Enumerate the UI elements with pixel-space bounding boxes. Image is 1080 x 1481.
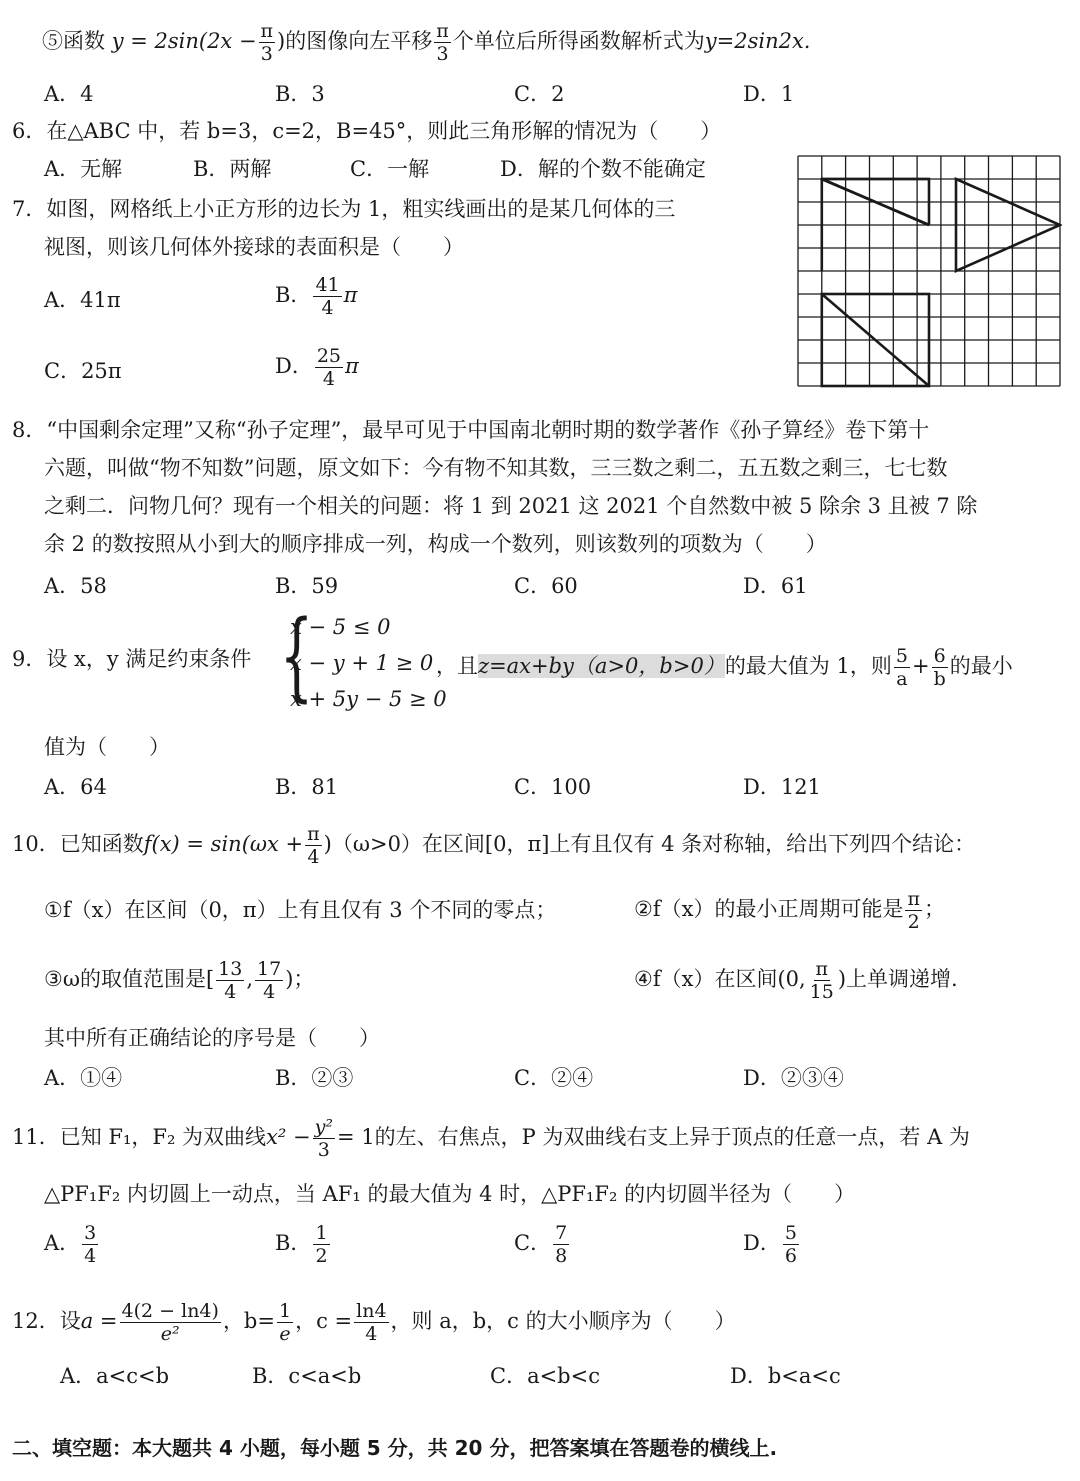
q7-stem-line2: 视图，则该几何体外接球的表面积是（ ） (44, 235, 464, 259)
q11-option-b-fraction (313, 1222, 329, 1267)
q6-option-b: B．两解 (193, 157, 272, 181)
q11-option-c-num: 7 (555, 1222, 568, 1244)
q10-c3-den2: 4 (263, 981, 276, 1003)
q5-text2: 的图像向左平移 (285, 29, 433, 53)
q10-c3-num2: 17 (257, 958, 282, 980)
three-view-figure (796, 154, 1062, 388)
q5-option-b: B．3 (275, 82, 325, 106)
q11-option-b-den: 2 (315, 1245, 328, 1267)
q10-frac-num: π (307, 823, 320, 845)
q10-c4-fraction (808, 958, 836, 1003)
q10-c2-lead: ②f（x）的最小正周期可能是 (634, 897, 904, 921)
q10-option-c: C．②④ (514, 1066, 594, 1090)
q12-a-fraction (120, 1300, 221, 1345)
q7-option-a: A．41π (44, 288, 121, 312)
q7-option-b-fraction (313, 274, 341, 319)
q12-c-den: 4 (365, 1323, 378, 1345)
q8-line4: 余 2 的数按照从小到大的顺序排成一列，构成一个数列，则该数列的项数为（ ） (44, 532, 827, 556)
q11-eq-num: y² (314, 1116, 333, 1138)
q9-tail (436, 645, 1013, 690)
q5-option-d: D．1 (743, 82, 795, 106)
q10-c3-fraction1 (216, 958, 244, 1003)
q9-brace: { (279, 600, 314, 712)
q9-option-c: C．100 (514, 775, 592, 799)
q11-option-d-fraction (783, 1222, 799, 1267)
q10-c4-num: π (815, 958, 829, 980)
q10-c3-den1: 4 (224, 981, 237, 1003)
q5-fraction1 (259, 20, 276, 65)
q10-c3-fraction2 (255, 958, 283, 1003)
q12-option-d: D．b<a<c (730, 1364, 841, 1388)
q9-frac1-den: a (896, 668, 908, 690)
q12-tail: ，则 a，b，c 的大小顺序为（ ） (390, 1309, 736, 1333)
q12-option-c: C．a<b<c (490, 1364, 600, 1388)
q11-option-c-label: C． (514, 1231, 552, 1255)
q7-option-d-den: 4 (322, 368, 335, 390)
q6-option-a: A．无解 (44, 157, 123, 181)
q11-option-d-num: 5 (784, 1222, 797, 1244)
q12-a-den: e² (160, 1323, 180, 1345)
q8-line1: 8．“中国剩余定理”又称“孙子定理”，最早可见于中国南北朝时期的数学著作《孙子算经》卷下第十 (12, 418, 930, 442)
q11-eq-fraction (313, 1116, 335, 1161)
q11-option-d-den: 6 (784, 1245, 797, 1267)
q10-option-b: B．②③ (275, 1066, 354, 1090)
q12-option-b: B．c<a<b (252, 1364, 362, 1388)
q10-c2-fraction (905, 888, 922, 933)
q12-a-num: 4(2 − ln4) (121, 1300, 219, 1322)
q9-plus: + (911, 654, 930, 678)
q5-frac1-den: 3 (260, 43, 273, 65)
q5-option-c: C．2 (514, 82, 565, 106)
q8-option-c: C．60 (514, 574, 578, 598)
q11-stem (12, 1116, 970, 1161)
q10-c3-comma: , (246, 967, 254, 991)
q10-c4-den: 15 (809, 981, 834, 1003)
q10-c4-lead: ④f（x）在区间(0, (634, 967, 806, 991)
q10-conclusion-1: ①f（x）在区间（0，π）上有且仅有 3 个不同的零点； (44, 898, 557, 922)
q12-b-fraction (277, 1300, 293, 1345)
q11-option-c (514, 1222, 571, 1267)
q5-expr2: ) (277, 29, 286, 53)
q12-c-fraction (354, 1300, 388, 1345)
q5-text1: 函数 (63, 29, 105, 53)
q10-conclusion-4 (634, 958, 958, 1003)
q10-fraction (305, 823, 322, 868)
q10-question: 其中所有正确结论的序号是（ ） (44, 1026, 380, 1050)
q5-text3: 个单位后所得函数解析式为 (452, 29, 705, 53)
q7-option-b-label: B． (275, 283, 312, 307)
q7-stem-line1: 7．如图，网格纸上小正方形的边长为 1，粗实线画出的是某几何体的三 (12, 197, 676, 221)
q9-mid1: ，且 (436, 654, 478, 678)
q10-conclusion-3 (44, 958, 314, 1003)
q11-option-a-num: 3 (84, 1222, 97, 1244)
q9-line2: 值为（ ） (44, 735, 170, 759)
q10-frac-den: 4 (307, 846, 320, 868)
q7-option-b (275, 274, 357, 319)
q10-c2-den: 2 (907, 911, 920, 933)
q10-tail: （ω>0）在区间[0，π]上有且仅有 4 条对称轴，给出下列四个结论： (331, 832, 976, 856)
q5-frac2-den: 3 (436, 43, 449, 65)
q5-option-a: A．4 (44, 82, 94, 106)
q11-option-a-fraction (82, 1222, 98, 1267)
q5-frac2-num: π (436, 20, 449, 42)
q11-option-b-label: B． (275, 1231, 312, 1255)
q7-option-b-den: 4 (321, 297, 334, 319)
q12-lead: 12．设 (12, 1309, 81, 1333)
q11-option-d-label: D． (743, 1231, 781, 1255)
q6-option-d: D．解的个数不能确定 (500, 157, 706, 181)
q8-line3: 之剩二．问物几何？现有一个相关的问题：将 1 到 2021 这 2021 个自然数中被 5 除余 3 且被 7 除 (44, 494, 978, 518)
q9-frac2-num: 6 (933, 645, 946, 667)
q11-line2: △PF₁F₂ 内切圆上一动点，当 AF₁ 的最大值为 4 时，△PF₁F₂ 的内切圆半径为（ ） (44, 1182, 856, 1206)
q8-option-a: A．58 (44, 574, 107, 598)
q11-option-d (743, 1222, 801, 1267)
q12-b-den: e (279, 1323, 291, 1345)
q12-option-a: A．a<c<b (60, 1364, 170, 1388)
q10-option-a: A．①④ (44, 1066, 123, 1090)
q7-option-d (275, 345, 359, 390)
q7-option-d-label: D． (275, 354, 313, 378)
q12-c-num: ln4 (356, 1300, 387, 1322)
q5-expr1: y = 2sin(2x − (111, 29, 257, 53)
q7-option-b-pi: π (343, 283, 358, 307)
q8-option-b: B．59 (275, 574, 339, 598)
q11-option-a-den: 4 (84, 1245, 97, 1267)
q10-stem (12, 823, 975, 868)
q10-option-d: D．②③④ (743, 1066, 844, 1090)
q5-fraction2 (434, 20, 451, 65)
q9-mid2: 的最大值为 1，则 (724, 654, 892, 678)
q6-stem: 6．在△ABC 中，若 b=3，c=2，B=45°，则此三角形解的情况为（ ） (12, 119, 722, 143)
q7-option-d-pi: π (345, 354, 359, 378)
q12-a-lhs: a = (80, 1309, 118, 1333)
q12-b-lhs: ，b= (222, 1309, 275, 1333)
q10-c3-num1: 13 (218, 958, 243, 980)
q10-c4-tail: )上单调递增. (837, 967, 958, 991)
q9-constraint-1: x − 5 ≤ 0 (290, 615, 391, 639)
q9-frac1-num: 5 (895, 645, 908, 667)
q9-tail-text: 的最小 (949, 654, 1013, 678)
q11-eq-x: x² − (266, 1125, 311, 1149)
q10-c2-num: π (907, 888, 920, 910)
q12-stem (12, 1300, 736, 1345)
q9-option-b: B．81 (275, 775, 339, 799)
q5-number: ⑤ (42, 29, 63, 53)
q10-func: f(x) = sin(ωx + (143, 832, 304, 856)
q12-b-num: 1 (278, 1300, 292, 1322)
q9-option-a: A．64 (44, 775, 107, 799)
q7-option-b-num: 41 (315, 274, 340, 296)
q10-c2-tail: ； (923, 897, 945, 921)
q10-c3-lead: ③ω的取值范围是[ (44, 967, 215, 991)
q9-constraint-2: x − y + 1 ≥ 0 (290, 651, 434, 675)
q5-frac1-num: π (260, 20, 274, 42)
q11-option-b (275, 1222, 332, 1267)
q10-lead: 10．已知函数 (12, 832, 144, 856)
q6-option-c: C．一解 (350, 157, 430, 181)
q9-lead: 9．设 x，y 满足约束条件 (12, 647, 252, 671)
q10-c3-tail: )； (285, 967, 315, 991)
q11-text: 的左、右焦点，P 为双曲线右支上异于顶点的任意一点，若 A 为 (374, 1125, 970, 1149)
q11-lead: 11．已知 F₁，F₂ 为双曲线 (12, 1125, 267, 1149)
q11-option-c-fraction (553, 1222, 569, 1267)
q11-option-b-num: 1 (315, 1222, 328, 1244)
q12-c-lhs: ，c = (295, 1309, 353, 1333)
q5-line (42, 20, 810, 65)
q9-option-d: D．121 (743, 775, 821, 799)
q9-fraction1 (894, 645, 910, 690)
q9-objective: z=ax+by（a>0，b>0） (478, 654, 725, 678)
q11-option-c-den: 8 (555, 1245, 568, 1267)
q8-option-d: D．61 (743, 574, 808, 598)
q7-option-d-num: 25 (316, 345, 342, 367)
q8-line2: 六题，叫做“物不知数”问题，原文如下：今有物不知其数，三三数之剩二，五五数之剩三，七七数 (44, 456, 948, 480)
q11-option-a (44, 1222, 100, 1267)
q7-option-d-fraction (315, 345, 343, 390)
section-2-heading: 二、填空题：本大题共 4 小题，每小题 5 分，共 20 分，把答案填在答题卷的横线上. (12, 1436, 778, 1460)
q9-constraints (290, 609, 447, 717)
q11-eq-tail: = 1 (336, 1125, 375, 1149)
q9-fraction2 (932, 645, 948, 690)
q5-expr3: y=2sin2x. (704, 29, 811, 53)
q10-conclusion-2 (634, 888, 945, 933)
q7-option-c: C．25π (44, 359, 122, 383)
q10-func-close: ) (323, 832, 332, 856)
q11-eq-den: 3 (317, 1139, 330, 1161)
q9-constraint-3: x + 5y − 5 ≥ 0 (290, 687, 447, 711)
q11-option-a-label: A． (44, 1231, 81, 1255)
q9-frac2-den: b (933, 668, 946, 690)
